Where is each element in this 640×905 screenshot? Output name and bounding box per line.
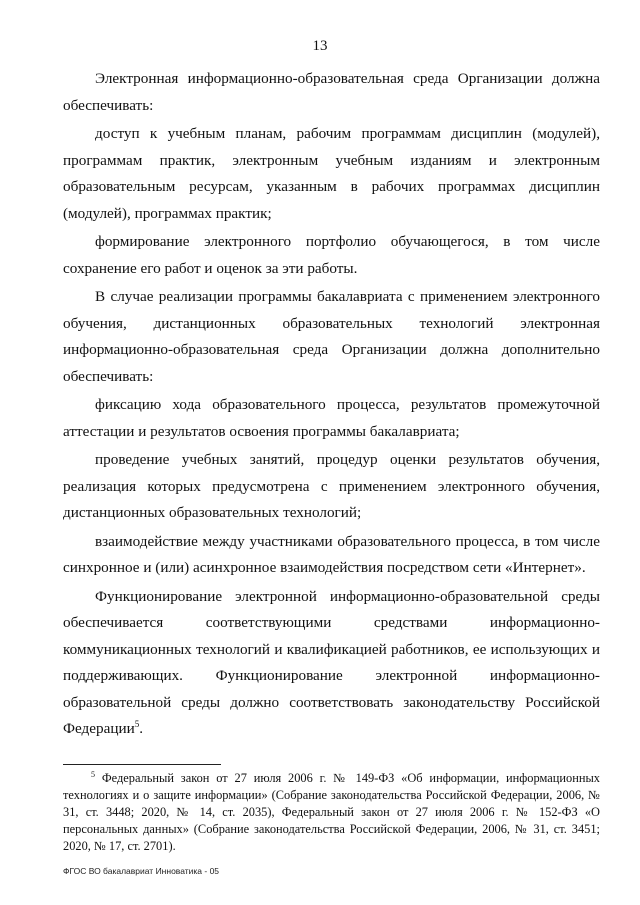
paragraph-5: фиксацию хода образовательного процесса, результатов промежуточной аттестации и результатов освоения программы бакалавриата; [63,396,600,440]
paragraph-7: взаимодействие между участниками образовательного процесса, в том числе синхронное и (или) асинхронное взаимодействия посредством сети «Интернет». [63,532,600,576]
paragraph-8-text: Функционирование электронной информационно-образовательной среды обеспечивается соответствующими средствами информационно-коммуникационных технологий и квалификацией работников, ее использующих и поддерживающих. Функционирование электронной информационно-образовательной среды должно соответствовать законодательству Российской Федерации [63,587,600,737]
footnote-marker: 5 [91,769,95,779]
footnote-separator [63,764,221,765]
document-footer: ФГОС ВО бакалавриат Инноватика - 05 [63,866,220,876]
paragraph-3: формирование электронного портфолио обучающегося, в том числе сохранение его работ и оценок за эти работы. [63,233,600,277]
paragraph-6: проведение учебных занятий, процедур оценки результатов обучения, реализация которых предусмотрена с применением электронного обучения, дистанционных образовательных технологий; [63,451,600,521]
page-number: 13 [312,38,328,54]
body-text [63,66,600,743]
footnote-reference: 5 [134,718,140,729]
paragraph-4: В случае реализации программы бакалавриата с применением электронного обучения, дистанционных образовательных технологий электронная информационно-образовательная среда Организации должна дополнительно обеспечивать: [63,288,600,385]
paragraph-8 [63,584,600,743]
footnote [63,770,600,855]
paragraph-8-period: . [139,720,144,737]
paragraph-2: доступ к учебным планам, рабочим программам дисциплин (модулей), программам практик, электронным учебным изданиям и электронным образовательным ресурсам, указанным в рабочих программах дисциплин (модулей), программах практик; [63,125,600,222]
footnote-text: Федеральный закон от 27 июля 2006 г. № 149-ФЗ «Об информации, информационных технологиях и о защите информации» (Собрание законодательства Российской Федерации, 2006, № 31, ст. 3448; 2020, № 14, ст. 2035), Федеральный закон от 27 июля 2006 г. № 152-ФЗ «О персональных данных» (Собрание законодательства Российской Федерации, 2006, № 31, ст. 3451; 2020, № 17, ст. 2701). [63,771,600,853]
paragraph-1: Электронная информационно-образовательная среда Организации должна обеспечивать: [63,70,600,114]
